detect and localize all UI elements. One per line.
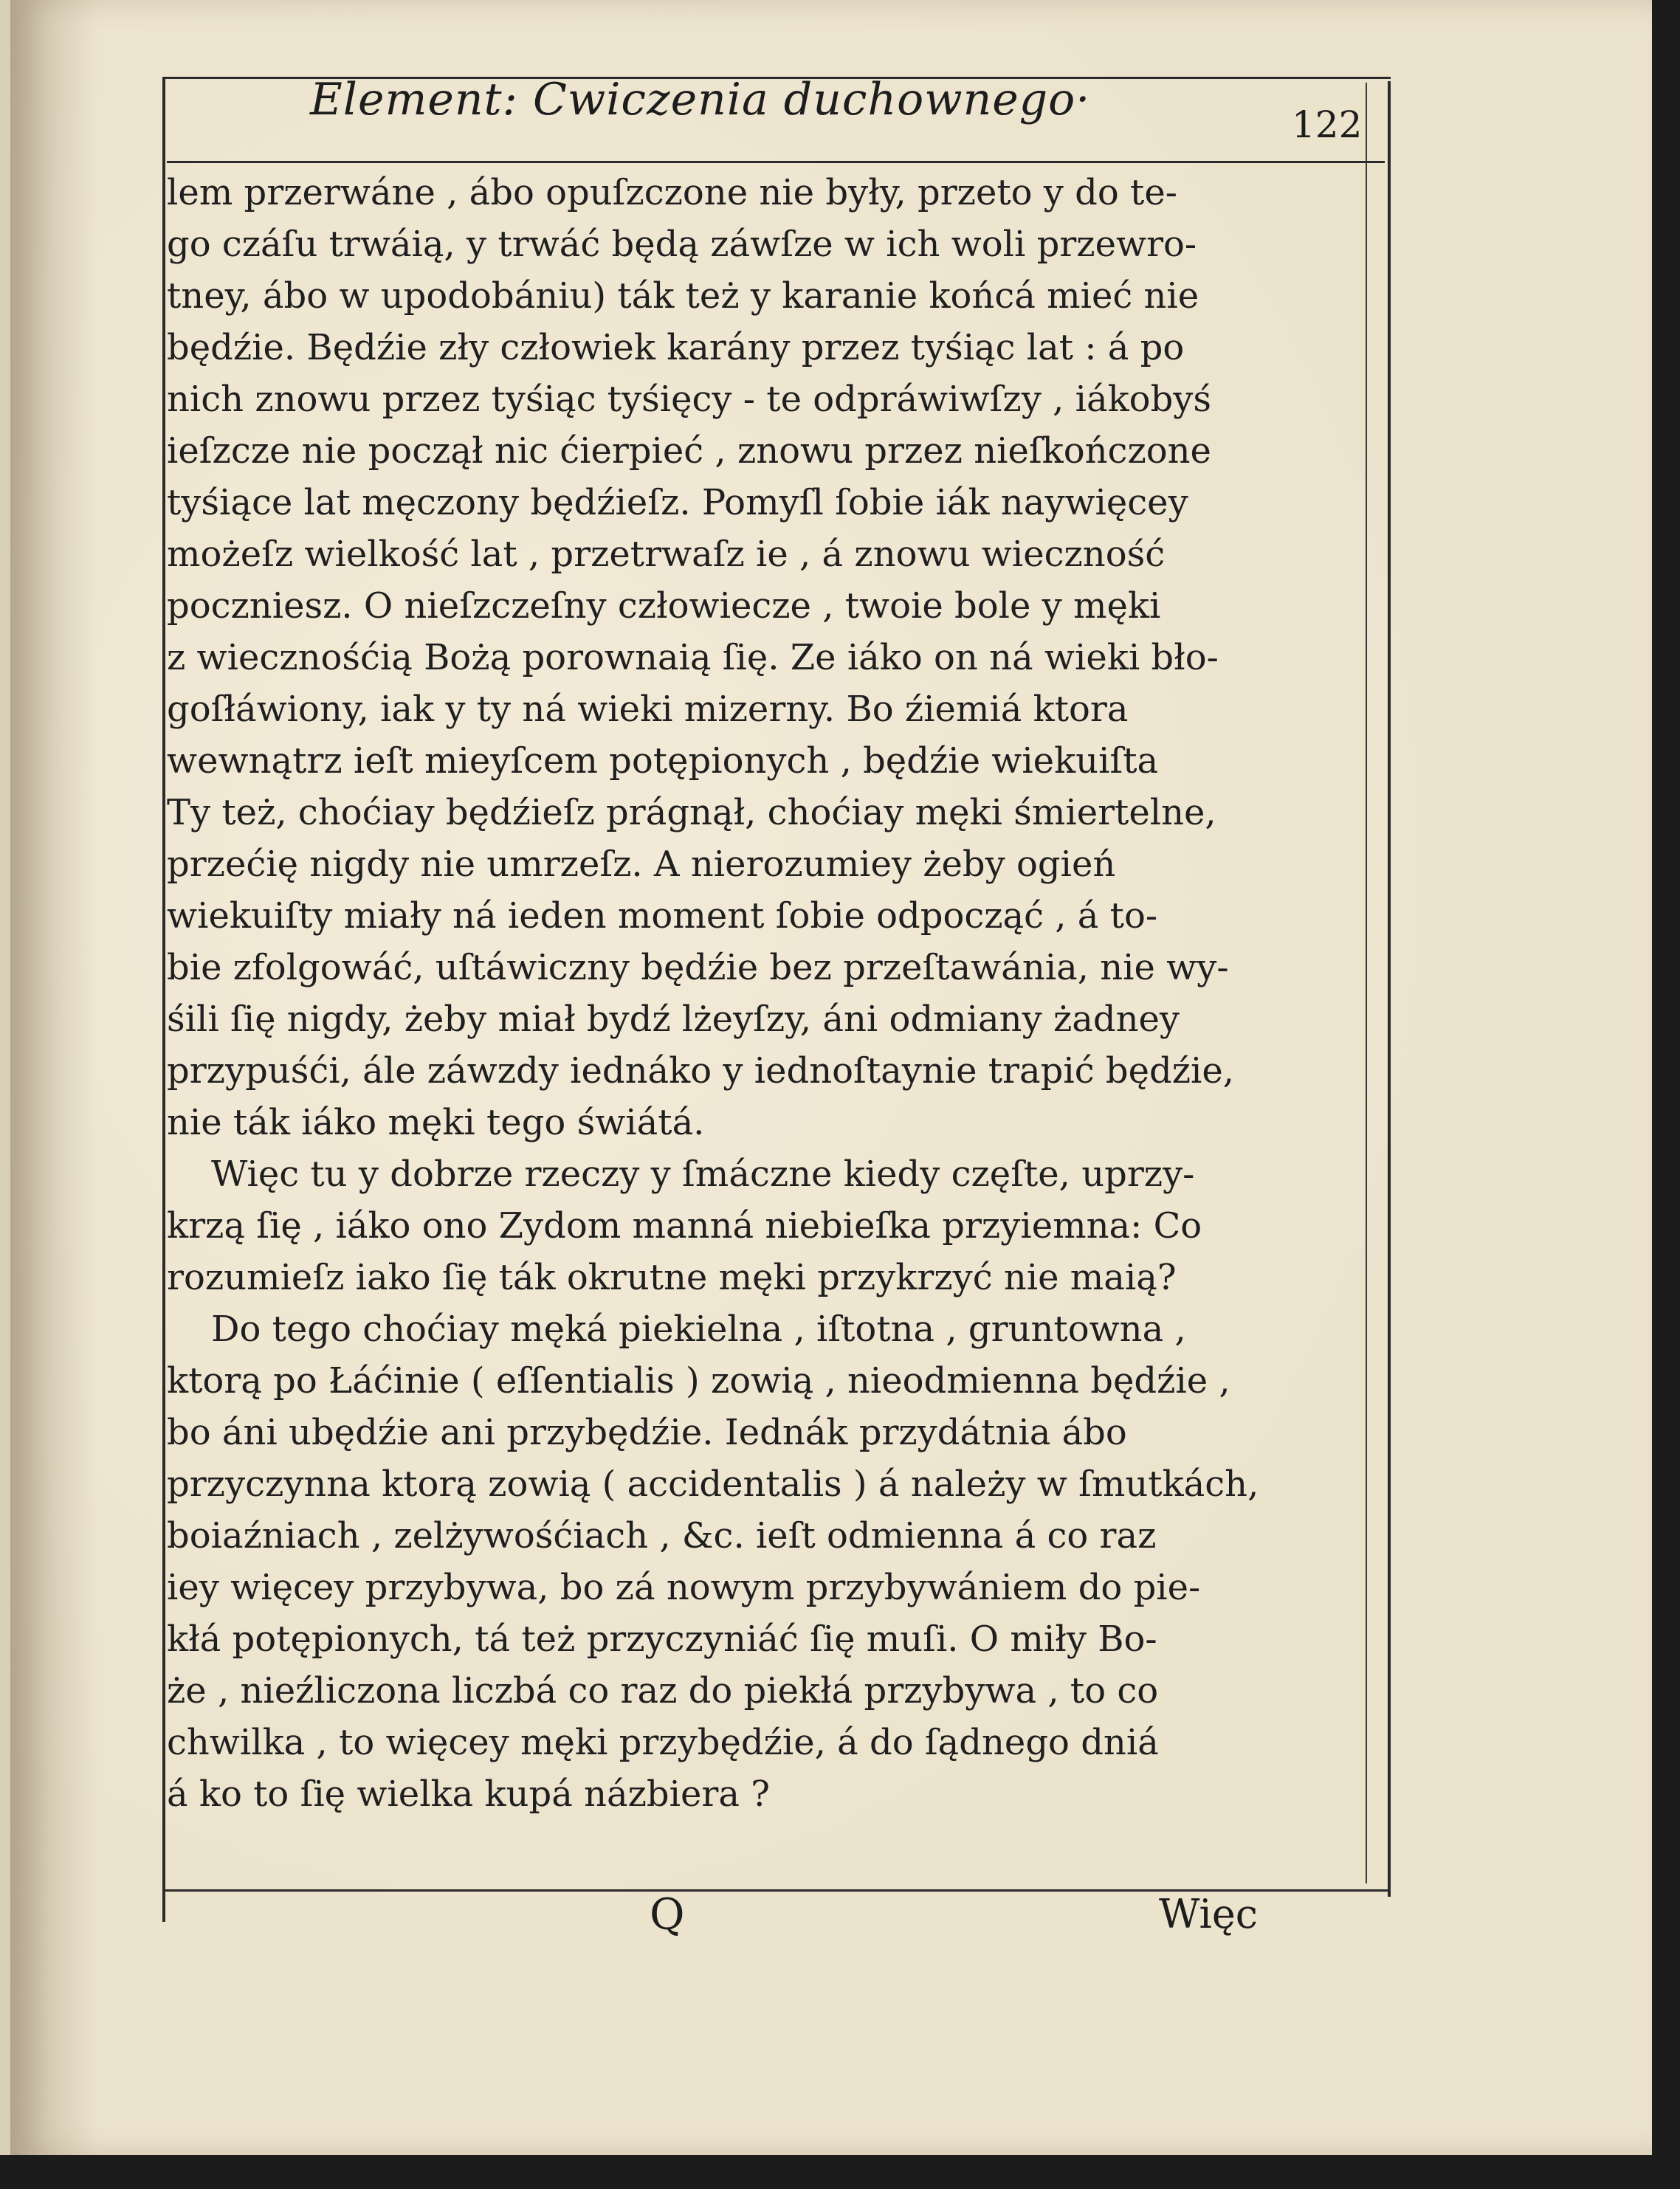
text-line: przypuśći, ále záwzdy iednáko y iednoſtaynie trapić będźie, [167,1050,1234,1092]
body-text [167,167,1367,1820]
text-line: przećię nigdy nie umrzeſz. A nierozumiey żeby ogień [167,844,1116,885]
text-line: lem przerwáne , ábo opuſzczone nie były, przeto y do te- [167,172,1177,213]
text-line: tney, ábo w upodobániu) ták też y karanie końcá mieć nie [167,275,1199,317]
text-line: iey więcey przybywa, bo zá nowym przybywániem do pie- [167,1567,1201,1608]
text-line: Do tego choćiay męká piekielna , iſtotna , gruntowna , [211,1309,1186,1350]
text-line: ieſzcze nie począł nic ćierpieć , znowu przez nieſkończone [167,430,1211,472]
text-line: wiekuiſty miały ná ieden moment ſobie odpocząć , á to- [167,895,1158,937]
text-line: bo áni ubędźie ani przybędźie. Iednák przydátnia ábo [167,1412,1127,1453]
running-title: Element: Cwiczenia duchownego· [310,74,1091,125]
text-line: bie zfolgowáć, uſtáwiczny będźie bez przeſtawánia, nie wy- [167,947,1229,988]
text-line: boiaźniach , zelżywośćiach , &c. ieſt odmienna á co raz [167,1515,1157,1557]
text-line: krzą ſię , iáko ono Zydom manná niebieſka przyiemna: Co [167,1205,1202,1247]
text-line: będźie. Będźie zły człowiek karány przez tyśiąc lat : á po [167,327,1185,368]
text-line: że , nieźliczona liczbá co raz do piekłá przybywa , to co [167,1670,1159,1711]
frame-left-rule [162,77,165,1922]
text-line: kłá potępionych, tá też przyczyniáć ſię muſi. O miły Bo- [167,1619,1157,1660]
text-line: możeſz wielkość lat , przetrwaſz ie , á znowu wieczność [167,534,1166,575]
gutter-shadow [10,0,99,2155]
text-line: goſłáwiony, iak y ty ná wieki mizerny. Bo źiemiá ktora [167,689,1129,730]
text-line: poczniesz. O nieſzczeſny człowiecze , twoie bole y męki [167,585,1161,627]
text-line: z wiecznośćią Bożą porownaią ſię. Ze iáko on ná wieki bło- [167,637,1219,678]
catchword: Więc [1159,1891,1259,1937]
text-line: przyczynna ktorą zowią ( accidentalis ) á należy w ſmutkách, [167,1464,1259,1505]
text-line: chwilka , to więcey męki przybędźie, á do ſądnego dniá [167,1722,1159,1763]
text-line: tyśiące lat męczony będźieſz. Pomyſl ſobie iák naywięcey [167,482,1188,523]
text-line: nich znowu przez tyśiąc tyśięcy - te odpráwiwſzy , iákobyś [167,379,1212,420]
text-line: ktorą po Łáćinie ( eſſentialis ) zowią , nieodmienna będźie , [167,1360,1230,1402]
text-line: wewnątrz ieſt mieyſcem potępionych , będźie wiekuiſta [167,740,1159,782]
text-line: go czáſu trwáią, y trwáć będą záwſze w ich woli przewro- [167,224,1197,265]
text-line: nie ták iáko męki tego świátá. [167,1102,705,1143]
text-line: Więc tu y dobrze rzeczy y ſmáczne kiedy częſte, uprzy- [211,1154,1195,1195]
text-line: rozumieſz iako ſię ták okrutne męki przykrzyć nie maią? [167,1257,1177,1298]
header-rule [167,161,1385,163]
page-number: 122 [1292,103,1363,146]
signature-mark: Q [650,1889,685,1940]
text-line: á ko to ſię wielka kupá názbiera ? [167,1773,770,1815]
frame-right-rule [1388,81,1391,1897]
text-line: śili ſię nigdy, żeby miał bydź lżeyſzy, áni odmiany żadney [167,999,1180,1040]
text-line: Ty też, choćiay będźieſz prágnął, choćiay męki śmiertelne, [167,792,1216,833]
previous-page-edge [0,0,10,2155]
